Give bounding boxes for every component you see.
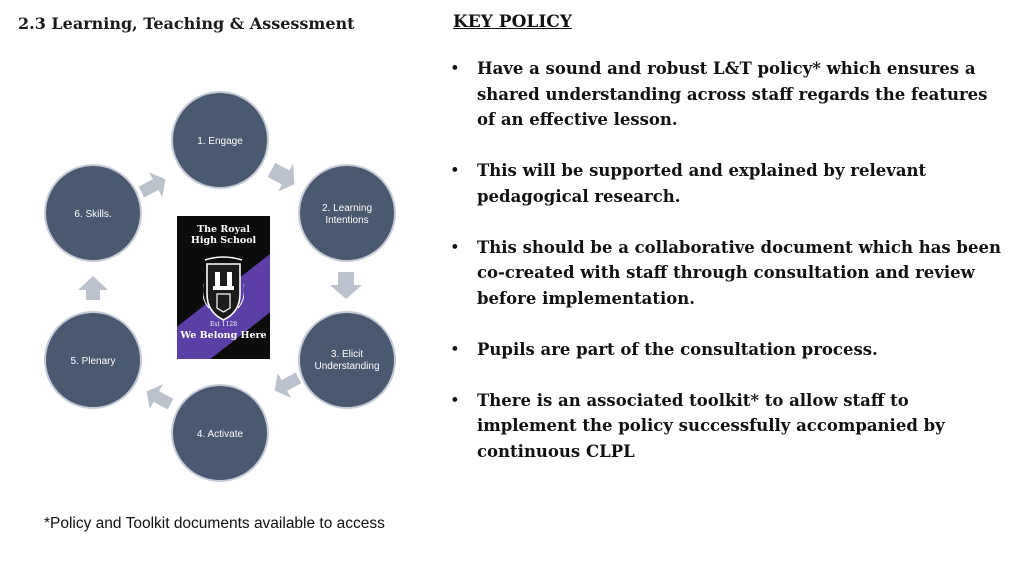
cycle-node <box>172 92 268 188</box>
policy-heading: KEY POLICY <box>453 12 572 32</box>
arrow-learning-to-elicit <box>330 272 362 299</box>
policy-list <box>450 56 1010 464</box>
school-logo <box>177 216 270 359</box>
node-label: 1. Engage <box>197 136 243 147</box>
node-label: Intentions <box>325 215 369 226</box>
list-item: • Pupils are part of the consultation process. <box>450 337 1010 363</box>
bullet-icon: • <box>450 59 460 78</box>
node-label: 2. Learning <box>321 203 373 214</box>
arrow-skills-to-engage <box>135 167 172 204</box>
slide-title: 2.3 Learning, Teaching & Assessment <box>18 14 355 33</box>
node-label: 3. Elicit <box>330 349 364 360</box>
list-item: • This will be supported and explained by relevant pedagogical research. <box>450 158 1010 209</box>
node-label: 6. Skills. <box>74 209 112 220</box>
arrow-plenary-to-skills <box>78 276 108 300</box>
cycle-node <box>299 165 395 261</box>
list-item: • This should be a collaborative document which has been co-created with staff through consultation and review before implementation. <box>450 235 1010 312</box>
key-policy-panel <box>450 12 1010 490</box>
crest-icon <box>203 254 244 324</box>
bullet-icon: • <box>450 161 460 180</box>
node-label: Understanding <box>314 361 380 372</box>
cycle-node <box>45 312 141 408</box>
logo-established: Est 1128 <box>209 321 238 328</box>
cycle-node <box>172 385 268 481</box>
bullet-icon: • <box>450 390 460 410</box>
list-item: • Have a sound and robust L&T policy* which ensures a shared understanding across staff regards the features of an effective lesson. <box>450 56 1010 133</box>
bullet-icon: • <box>450 339 460 359</box>
footnote: *Policy and Toolkit documents available to access <box>44 515 385 532</box>
cycle-node <box>299 312 395 408</box>
arrow-activate-to-plenary <box>140 379 177 416</box>
cycle-node <box>45 165 141 261</box>
node-label: 5. Plenary <box>70 356 116 367</box>
logo-motto: We Belong Here <box>180 330 267 341</box>
list-item: • There is an associated toolkit* to allow staff to implement the policy successfully accompanied by continuous CLPL <box>450 388 1010 465</box>
node-label: 4. Activate <box>196 429 244 440</box>
logo-school-name: The Royal High School <box>190 224 257 246</box>
bullet-icon: • <box>450 237 460 257</box>
arrow-engage-to-learning <box>264 156 303 197</box>
